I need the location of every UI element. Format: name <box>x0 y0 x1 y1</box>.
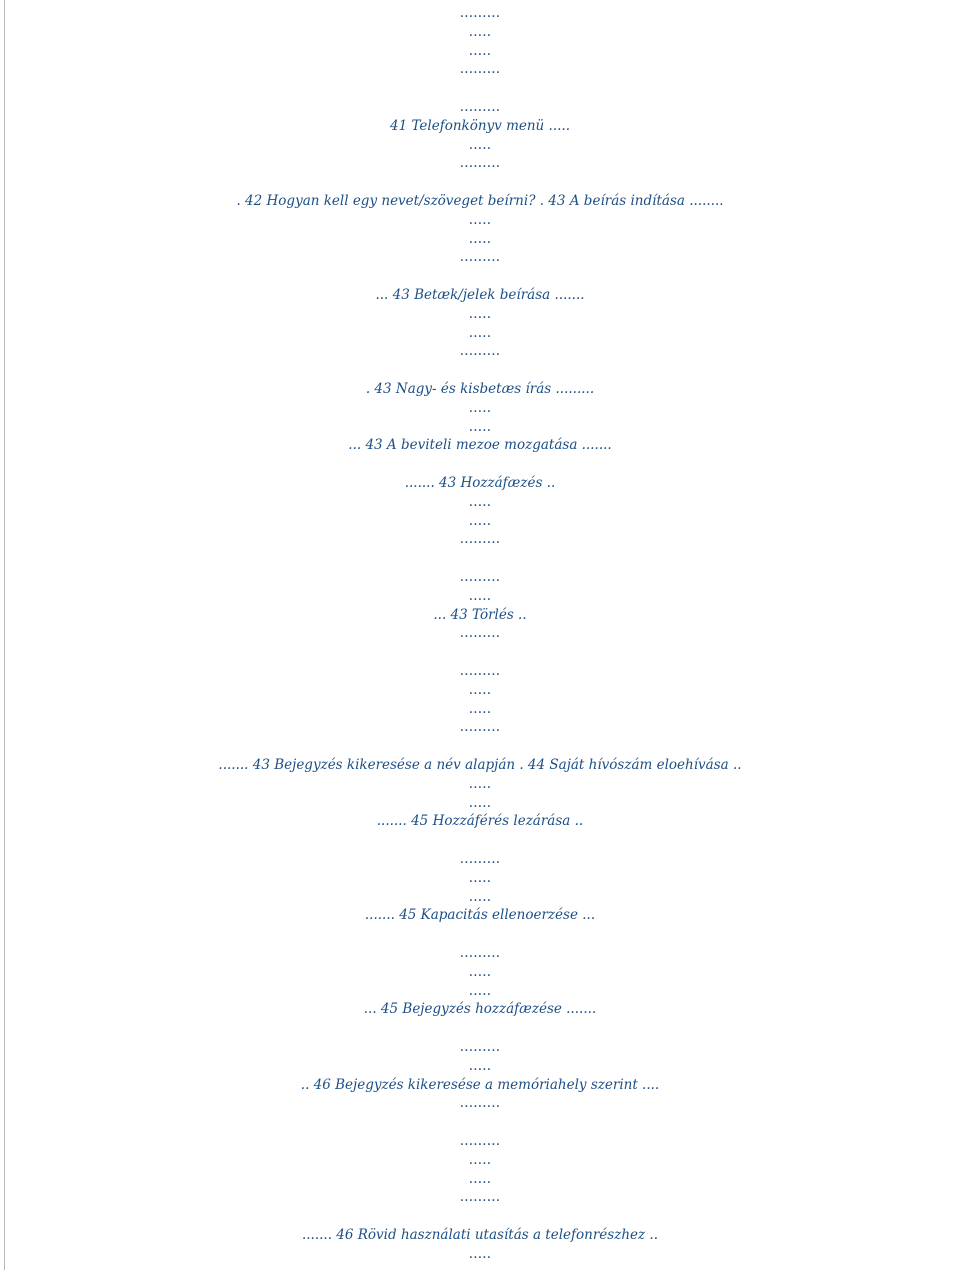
toc-dot-leader: ......... <box>459 1039 501 1055</box>
toc-dot-leader: ......... <box>459 5 501 21</box>
toc-entry: ... 43 Törlés .. <box>433 606 527 623</box>
toc-blank-line <box>0 925 960 943</box>
toc-entry: 41 Telefonkönyv menü ..... <box>389 117 570 134</box>
toc-dot-leader: ......... <box>459 1189 501 1206</box>
toc-dot-leader: ..... <box>468 324 492 341</box>
toc-blank-line <box>0 549 960 567</box>
toc-blank-line <box>0 173 960 191</box>
toc-dot-leader: ......... <box>459 663 501 679</box>
toc-dot-leader: ..... <box>468 211 492 228</box>
toc-entry: ... 43 Betæk/jelek beírása ....... <box>375 287 585 303</box>
toc-dot-leader: ..... <box>468 587 492 604</box>
toc-entry: ....... 43 Bejegyzés kikeresése a név alapján . 44 Saját hívószám eloehívása .. <box>218 757 742 773</box>
toc-entry: . 42 Hogyan kell egy nevet/szöveget beírni? . 43 A beírás indítása ........ <box>236 193 724 209</box>
toc-dot-leader: ..... <box>468 305 492 322</box>
toc-dot-leader: ......... <box>459 1095 501 1112</box>
toc-dot-leader: ......... <box>459 569 501 585</box>
toc-dot-leader: ......... <box>459 625 501 642</box>
toc-dot-leader: ......... <box>459 343 501 360</box>
toc-blank-line <box>0 455 960 473</box>
toc-dot-leader: ..... <box>468 775 492 792</box>
toc-entry: ....... 43 Hozzáfæzés .. <box>404 475 556 491</box>
toc-dot-leader: ......... <box>459 61 501 78</box>
toc-dot-leader: ..... <box>468 136 492 153</box>
toc-dot-leader: ......... <box>459 1133 501 1149</box>
toc-entry: . 43 Nagy- és kisbetæs írás ......... <box>365 381 595 397</box>
toc-blank-line <box>0 1113 960 1131</box>
toc-dot-leader: ......... <box>459 851 501 867</box>
toc-dot-leader: ......... <box>459 99 501 115</box>
toc-dot-leader: ..... <box>468 1151 492 1168</box>
toc-dot-leader: ..... <box>468 493 492 510</box>
toc-dot-leader: ......... <box>459 155 501 172</box>
toc-dot-leader: ..... <box>468 1057 492 1074</box>
toc-dot-leader: ..... <box>468 681 492 698</box>
toc-dot-leader: ..... <box>468 982 492 999</box>
toc-entry: ....... 45 Hozzáférés lezárása .. <box>376 813 584 830</box>
toc-entry: ....... 45 Kapacitás ellenoerzése ... <box>364 907 596 924</box>
toc-dot-leader: ..... <box>468 888 492 905</box>
toc-dot-leader: ..... <box>468 418 492 435</box>
toc-dot-leader: ..... <box>468 230 492 247</box>
toc-dot-leader: ......... <box>459 531 501 548</box>
toc-dot-leader: ..... <box>468 512 492 529</box>
toc-blank-line <box>0 1019 960 1037</box>
toc-blank-line <box>0 79 960 97</box>
toc-dot-leader: ..... <box>468 700 492 717</box>
toc-dot-leader: ......... <box>459 249 501 266</box>
toc-dot-leader: ..... <box>468 794 492 811</box>
toc-dot-leader: ..... <box>468 42 492 59</box>
toc-entry: ... 45 Bejegyzés hozzáfæzése ....... <box>363 1001 597 1018</box>
toc-dot-leader: ..... <box>468 963 492 980</box>
toc-blank-line <box>0 737 960 755</box>
toc-dot-leader: ..... <box>468 1245 492 1262</box>
toc-dot-leader: ..... <box>468 869 492 886</box>
toc-blank-line <box>0 267 960 285</box>
toc-dot-leader: ..... <box>468 23 492 40</box>
toc-blank-line <box>0 361 960 379</box>
toc-entry: ... 43 A beviteli mezoe mozgatása ....... <box>348 437 612 454</box>
toc-blank-line <box>0 831 960 849</box>
toc-dot-leader: ......... <box>459 945 501 961</box>
toc-entry: .. 46 Bejegyzés kikeresése a memóriahely szerint .... <box>300 1076 660 1093</box>
toc-dot-leader: ..... <box>468 399 492 416</box>
toc-dot-leader: ......... <box>459 719 501 736</box>
toc-blank-line <box>0 1207 960 1225</box>
toc-blank-line <box>0 643 960 661</box>
toc-dot-leader: ..... <box>468 1170 492 1187</box>
toc-entry: ....... 46 Rövid használati utasítás a telefonrészhez .. <box>301 1227 659 1243</box>
